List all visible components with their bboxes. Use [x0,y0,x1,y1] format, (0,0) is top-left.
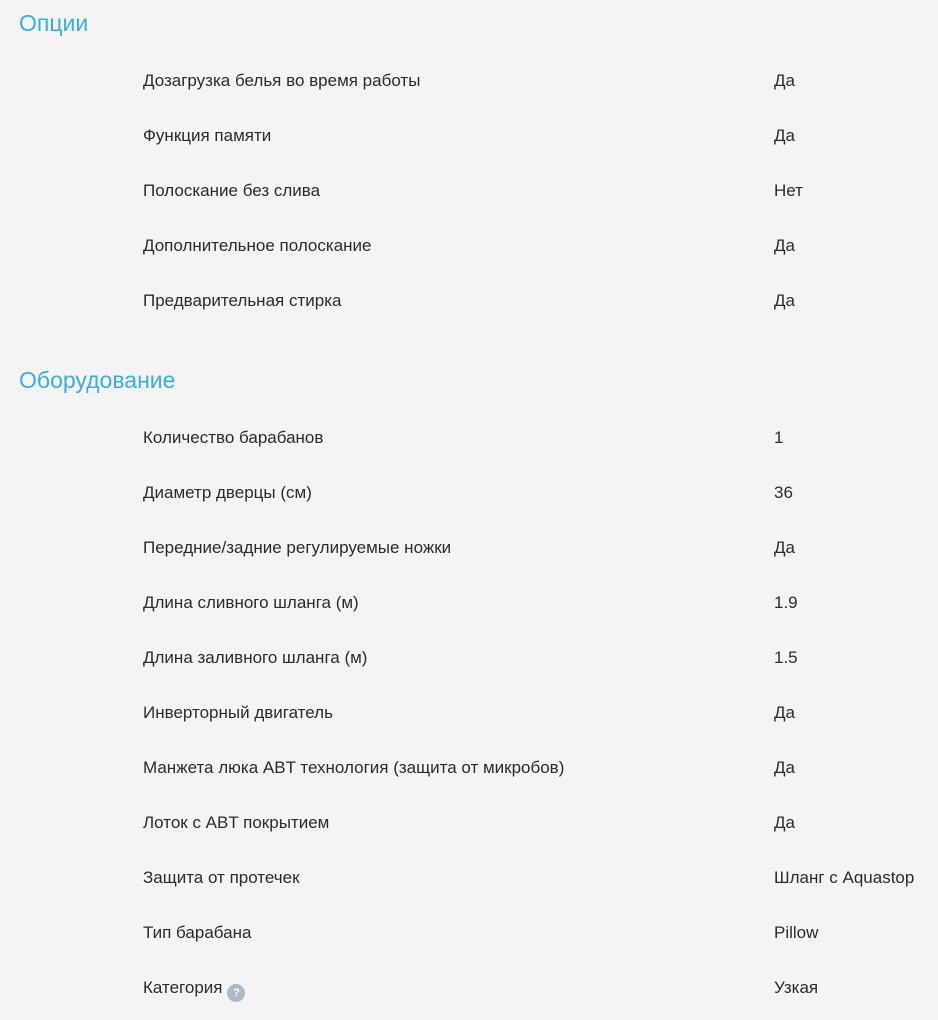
spec-label: Количество барабанов [143,428,324,447]
equipment-spec-list [0,427,938,1020]
spec-value: Да [774,813,795,832]
spec-value: Да [774,126,795,145]
spec-row [0,70,938,125]
spec-label: Инверторный двигатель [143,703,333,722]
spec-row [0,235,938,290]
options-spec-list [0,70,938,345]
spec-row [0,592,938,647]
spec-label: Предварительная стирка [143,291,342,310]
spec-label: Полоскание без слива [143,181,321,200]
question-circle-icon[interactable]: ? [227,984,245,1002]
spec-row [0,180,938,235]
spec-value: Да [774,703,795,722]
spec-row [0,290,938,345]
section-title-equipment: Оборудование [19,367,176,393]
spec-label: Манжета люка ABT технология (защита от микробов) [143,758,565,777]
spec-label: Дозагрузка белья во время работы [143,71,421,90]
spec-label: Дополнительное полоскание [143,236,372,255]
spec-label: Длина заливного шланга (м) [143,648,368,667]
spec-value: 1.5 [774,648,798,667]
spec-row [0,647,938,702]
spec-label: Защита от протечек [143,868,300,887]
spec-label: Передние/задние регулируемые ножки [143,538,452,557]
section-title-options: Опции [19,10,89,36]
spec-label-with-help [143,977,245,1002]
spec-value: Pillow [774,923,819,942]
spec-label: Тип барабана [143,923,252,942]
spec-row [0,812,938,867]
spec-row [0,922,938,977]
spec-value: Да [774,758,795,777]
spec-value: Да [774,236,795,255]
spec-value: 36 [774,483,793,502]
spec-value: Шланг с Aquastop [774,868,915,887]
spec-row [0,482,938,537]
spec-value: Да [774,538,795,557]
spec-row [0,757,938,812]
spec-row [0,125,938,180]
spec-row [0,867,938,922]
spec-row [0,702,938,757]
spec-label: Лоток с ABT покрытием [143,813,330,832]
spec-label: Функция памяти [143,126,272,145]
spec-label: Длина сливного шланга (м) [143,593,359,612]
spec-row-category [0,977,938,1020]
spec-value: Узкая [774,978,819,997]
spec-value: 1 [774,428,784,447]
spec-value: 1.9 [774,593,798,612]
spec-label: Диаметр дверцы (см) [143,483,312,502]
spec-row [0,427,938,482]
spec-value: Да [774,71,795,90]
spec-value: Да [774,291,795,310]
spec-row [0,537,938,592]
spec-value: Нет [774,181,803,200]
spec-label-text: Категория [143,978,223,997]
